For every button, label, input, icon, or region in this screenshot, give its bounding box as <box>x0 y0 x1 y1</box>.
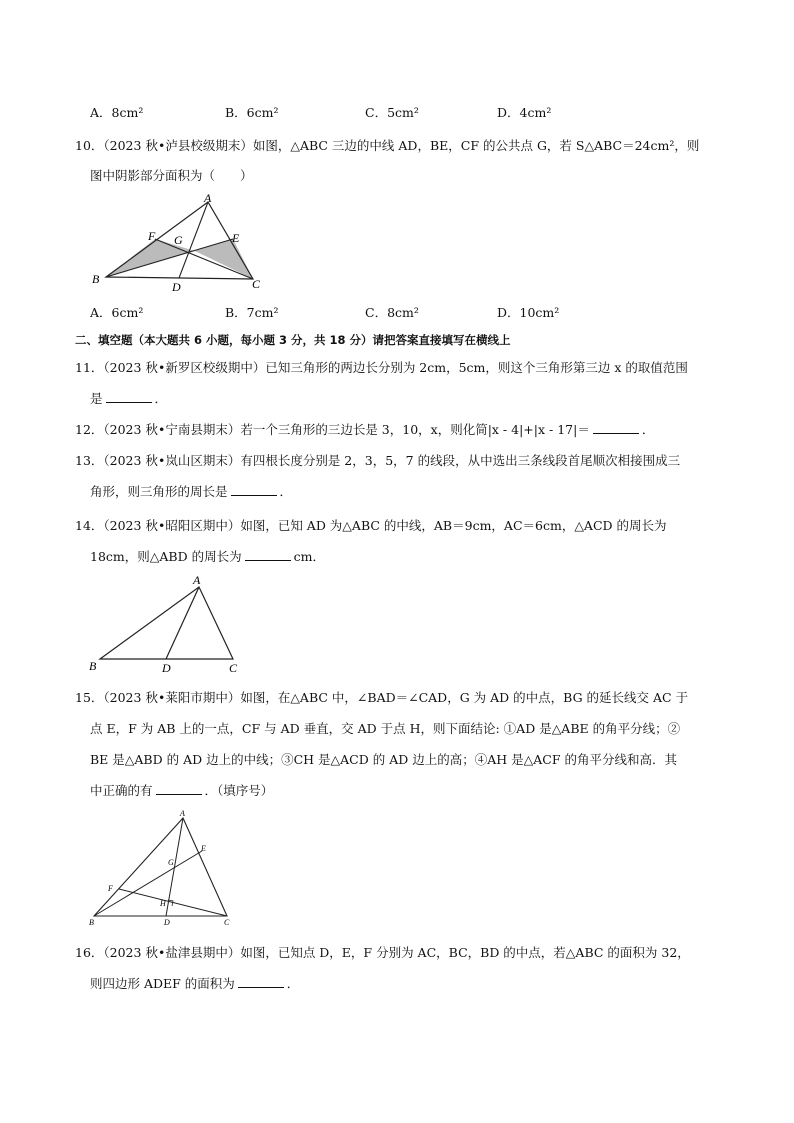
q14-answer-blank[interactable] <box>245 550 291 561</box>
q15-label-g: G <box>168 858 174 867</box>
q11-text-line2 <box>90 389 167 407</box>
q14-label-c: C <box>229 661 238 675</box>
q15-text-suffix: ．（填序号） <box>204 783 274 798</box>
q15-answer-blank[interactable] <box>156 784 202 795</box>
q16-text-line1: 16．（2023 秋•盐津县期中）如图，已知点 D，E，F 分别为 AC，BC，BD 的中点，若△ABC 的面积为 32， <box>75 945 690 960</box>
q10-option-a: A．6cm² <box>90 305 144 320</box>
q14-label-b: B <box>89 659 97 673</box>
q10-label-b: B <box>92 272 100 286</box>
q10-label-f: F <box>148 229 156 243</box>
q14-label-d: D <box>162 661 171 675</box>
q14-label-a: A <box>193 573 201 587</box>
q13-period: ． <box>279 484 293 499</box>
q10-option-c: C．8cm² <box>365 305 419 320</box>
q16-text-line2 <box>90 974 299 992</box>
q15-text-line1: 15．（2023 秋•莱阳市期中）如图，在△ABC 中，∠BAD＝∠CAD，G 为 AD 的中点，BG 的延长线交 AC 于 <box>75 690 689 705</box>
q12-answer-blank[interactable] <box>593 423 639 434</box>
q14-text-line1: 14．（2023 秋•昭阳区期中）如图，已知 AD 为△ABC 的中线，AB＝9cm，AC＝6cm，△ACD 的周长为 <box>75 518 667 533</box>
q11-text-prefix: 是 <box>90 391 103 406</box>
q16-answer-blank[interactable] <box>238 977 284 988</box>
q15-text-prefix: 中正确的有 <box>90 783 153 798</box>
q15-label-f: F <box>108 884 113 893</box>
q14-median-ad <box>166 587 199 659</box>
q15-text-line3: BE 是△ABD 的 AD 边上的中线；③CH 是△ACD 的 AD 边上的高；④AH 是△ACF 的角平分线和高．其 <box>90 752 677 767</box>
section-2-heading: 二、填空题（本大题共 6 小题，每小题 3 分，共 18 分）请把答案直接填写在横线上 <box>75 333 511 347</box>
q14-triangle <box>100 587 233 659</box>
q9-option-b: B．6cm² <box>225 105 279 120</box>
q14-text-suffix: cm． <box>293 549 325 564</box>
q12-stem: 12．（2023 秋•宁南县期末）若一个三角形的三边长是 3，10，x，则化简|x - 4|+|x - 17|＝ <box>75 422 590 437</box>
q10-figure <box>88 192 268 297</box>
q10-number: 10． <box>75 138 104 153</box>
q15-label-d: D <box>164 918 170 927</box>
q13-text-line1: 13．（2023 秋•岚山区期末）有四根长度分别是 2，3，5，7 的线段，从中选出三条线段首尾顺次相接围成三 <box>75 453 681 468</box>
q10-label-c: C <box>252 277 261 291</box>
q15-text-line2: 点 E，F 为 AB 上的一点，CF 与 AD 垂直，交 AD 于点 H，则下面结论: ①AD 是△ABE 的角平分线；② <box>90 721 681 736</box>
q15-label-c: C <box>224 918 230 927</box>
q14-text-line2 <box>90 547 325 565</box>
q10-label-d: D <box>172 280 181 294</box>
q9-option-a: A．8cm² <box>90 105 144 120</box>
q10-option-d: D．10cm² <box>497 305 560 320</box>
q13-text-line2 <box>90 482 292 500</box>
q9-option-d: D．4cm² <box>497 105 552 120</box>
q14-figure <box>86 572 246 676</box>
q12-text-line1 <box>75 420 654 438</box>
q10-source: （2023 秋•泸县校级期末） <box>103 138 253 153</box>
q13-text-prefix: 角形，则三角形的周长是 <box>90 484 228 499</box>
q10-option-b: B．7cm² <box>225 305 279 320</box>
q16-period: ． <box>286 976 300 991</box>
q10-label-g: G <box>174 233 183 247</box>
q13-answer-blank[interactable] <box>231 485 277 496</box>
q15-label-e: E <box>201 844 206 853</box>
q14-text-prefix: 18cm，则△ABD 的周长为 <box>90 549 242 564</box>
q10-text-line2: 图中阴影部分面积为（ ） <box>90 168 253 183</box>
q10-text-line1 <box>75 136 699 154</box>
q11-answer-blank[interactable] <box>106 392 152 403</box>
q15-text-line4 <box>90 781 273 799</box>
q15-label-b: B <box>89 918 94 927</box>
q10-stem: 如图，△ABC 三边的中线 AD，BE，CF 的公共点 G，若 S△ABC＝24cm²，则 <box>252 138 700 153</box>
q10-label-a: A <box>204 192 212 205</box>
q15-figure <box>84 805 244 930</box>
q10-label-e: E <box>232 231 240 245</box>
q11-period: ． <box>154 391 168 406</box>
q15-label-a: A <box>180 809 185 818</box>
q11-text-line1: 11．（2023 秋•新罗区校级期中）已知三角形的两边长分别为 2cm，5cm，则这个三角形第三边 x 的取值范围 <box>75 360 688 375</box>
q9-option-c: C．5cm² <box>365 105 419 120</box>
q12-period: ． <box>641 422 655 437</box>
q15-label-h: H <box>160 899 166 908</box>
q16-text-prefix: 则四边形 ADEF 的面积为 <box>90 976 235 991</box>
